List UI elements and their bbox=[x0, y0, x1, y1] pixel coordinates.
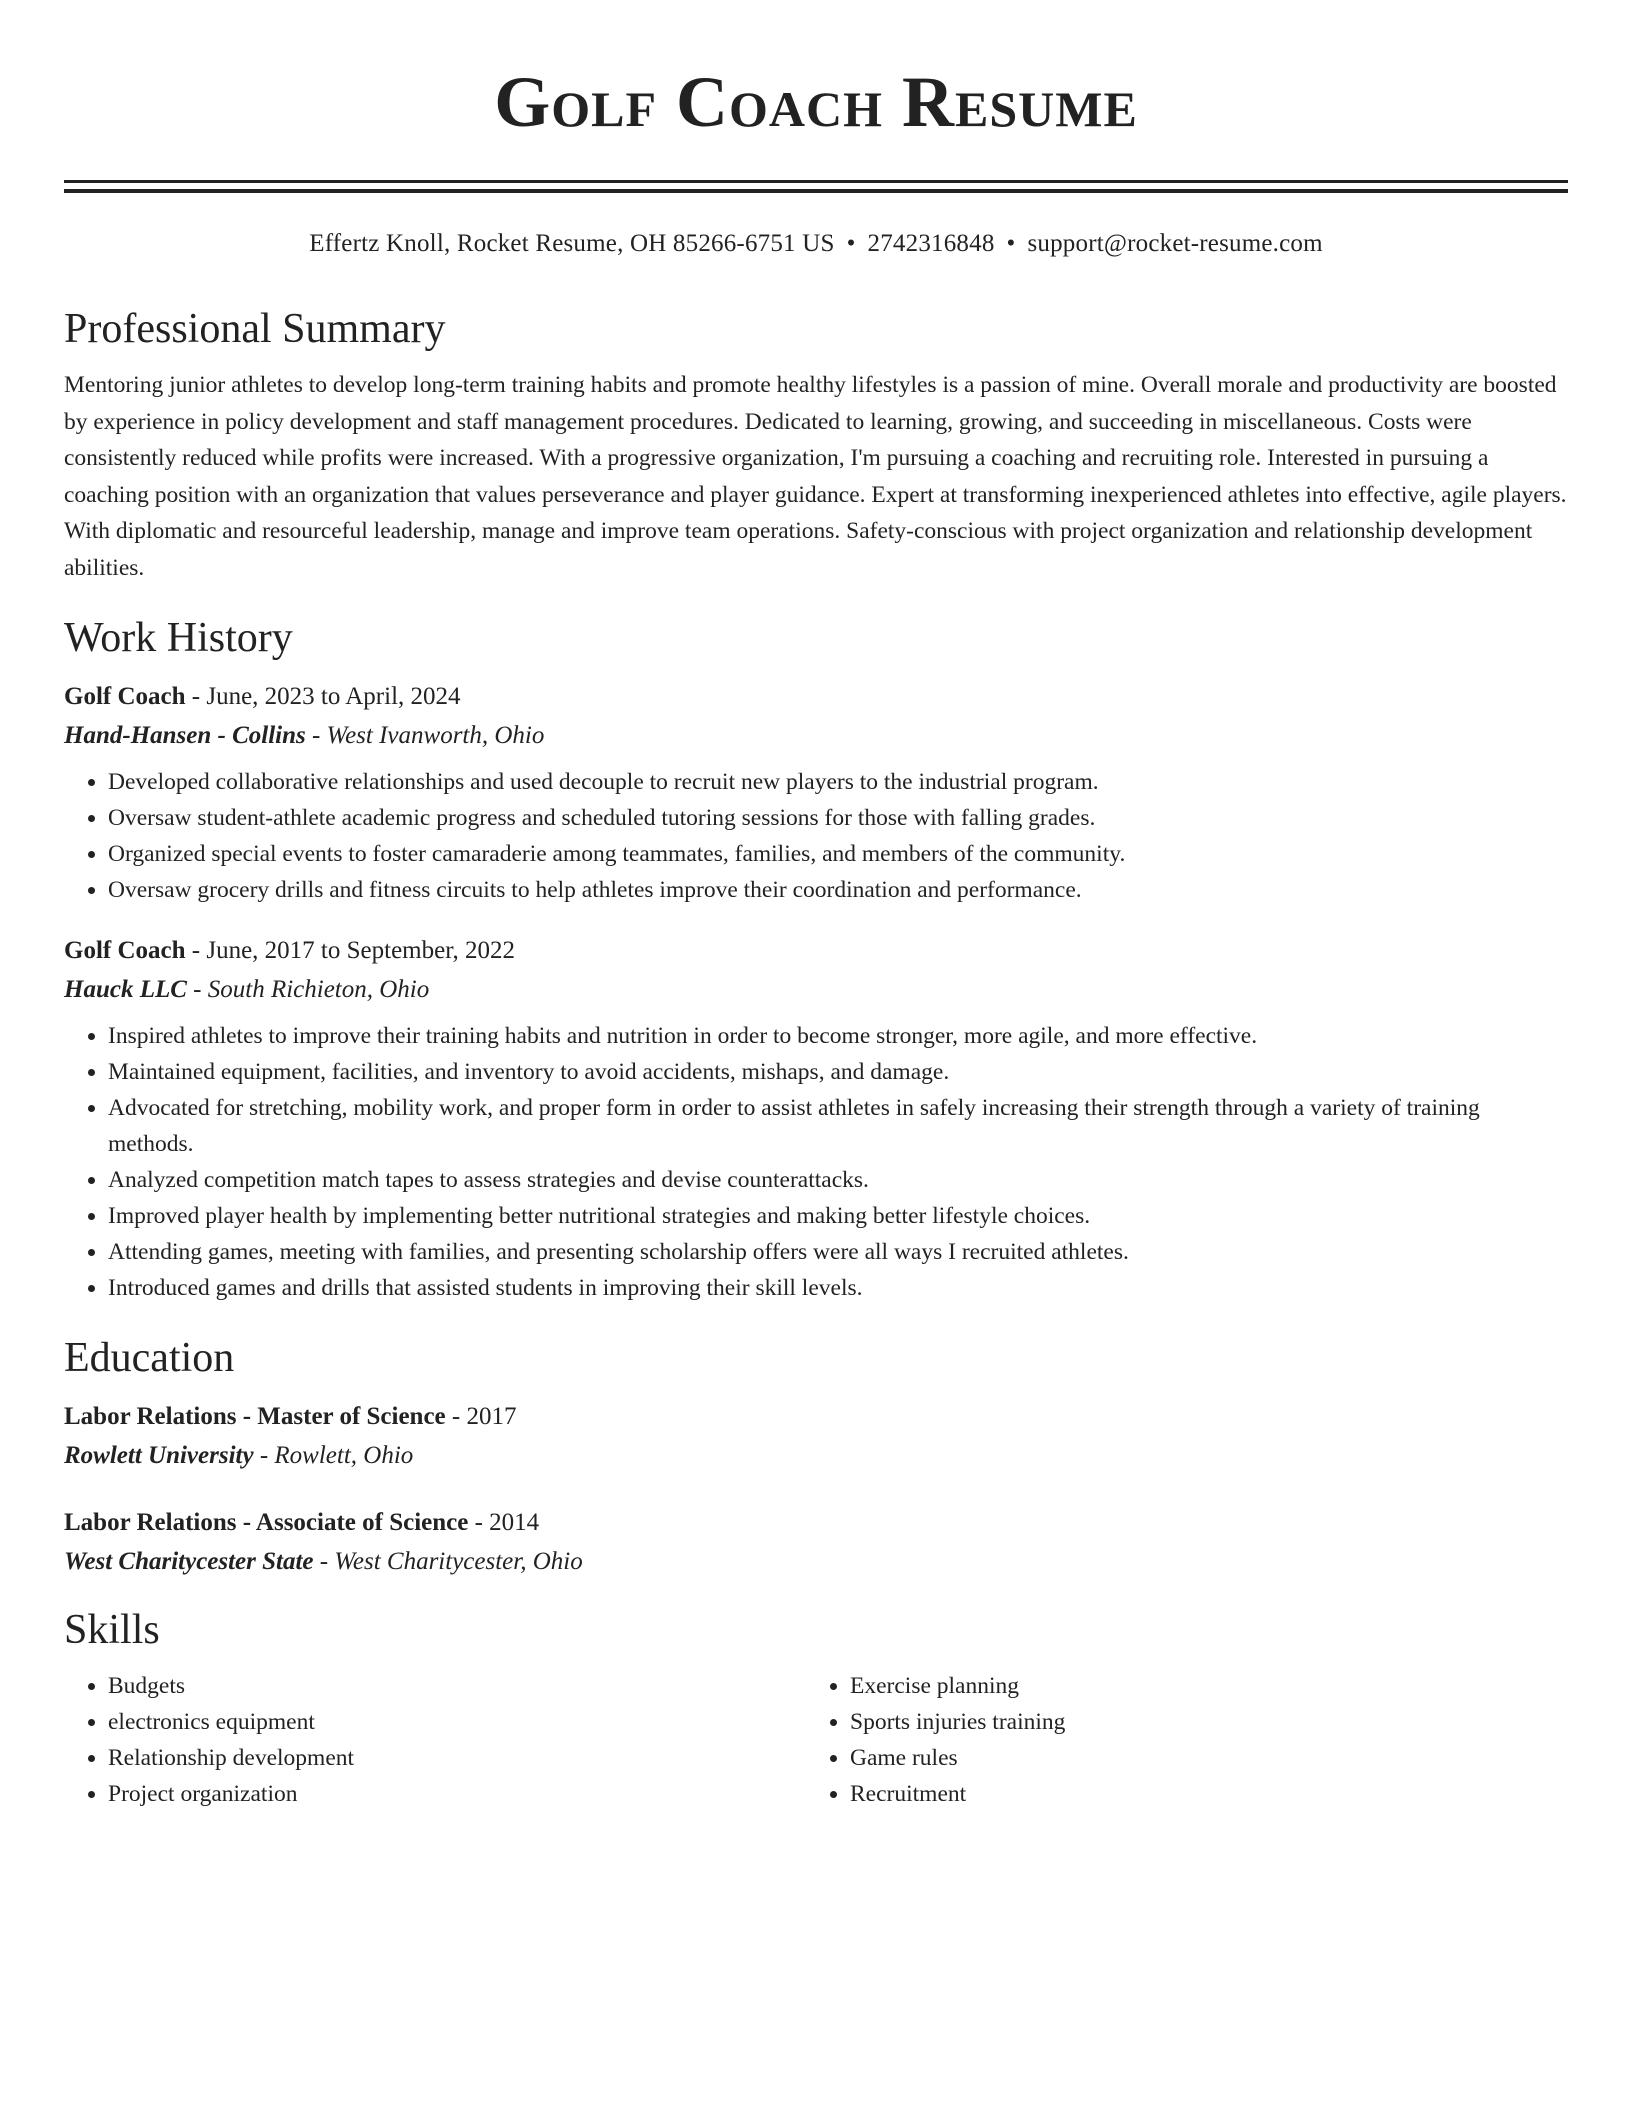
job-location: - West Ivanworth, Ohio bbox=[305, 722, 545, 749]
education-location: - West Charitycester, Ohio bbox=[313, 1548, 583, 1575]
education-heading: Education bbox=[64, 1335, 235, 1381]
skill-item: • Sports injuries training bbox=[850, 1704, 1548, 1740]
resume-title: Golf Coach Resume bbox=[494, 62, 1138, 142]
education-location: - Rowlett, Ohio bbox=[253, 1442, 414, 1469]
job-company: Hand-Hansen - Collins bbox=[64, 722, 306, 749]
education-year: - 2014 bbox=[468, 1509, 540, 1536]
job-entry bbox=[64, 932, 1568, 1306]
education-entry bbox=[64, 1398, 1568, 1476]
skill-item: • Project organization bbox=[108, 1776, 806, 1812]
education-school-line bbox=[64, 1436, 1568, 1476]
contact-separator: • bbox=[846, 230, 856, 257]
skills-list-right bbox=[806, 1668, 1548, 1812]
skill-item: • electronics equipment bbox=[108, 1704, 806, 1740]
job-header bbox=[64, 932, 1568, 970]
skill-item: • Budgets bbox=[108, 1668, 806, 1704]
education-degree: Labor Relations - Associate of Science bbox=[64, 1509, 469, 1536]
job-location: - South Richieton, Ohio bbox=[186, 976, 430, 1003]
skill-item: • Exercise planning bbox=[850, 1668, 1548, 1704]
summary-text: Mentoring junior athletes to develop long-term training habits and promote healthy lifestyles is a passion of mine. Overall morale and productivity are boosted by experience in policy development and staff management procedures. Dedicated to learning, growing, and succeeding in miscellaneous. Costs were consistently reduced while profits were increased. With a progressive organization, I'm pursuing a coaching and recruiting role. Interested in pursuing a coaching position with an organization that values perseverance and player guidance. Expert at transforming inexperienced athletes into effective, agile players. With diplomatic and resourceful leadership, manage and improve team operations. Safety-conscious with project organization and relationship development abilities. bbox=[64, 372, 1567, 581]
education-header bbox=[64, 1398, 1568, 1436]
job-duties-list bbox=[64, 1018, 1568, 1306]
skills-heading: Skills bbox=[64, 1607, 160, 1653]
education-school: Rowlett University bbox=[64, 1442, 254, 1469]
job-header bbox=[64, 678, 1568, 716]
job-duty: • Developed collaborative relationships and used decouple to recruit new players to the industrial program. bbox=[108, 764, 1568, 800]
skills-list-left bbox=[64, 1668, 806, 1812]
job-company-line bbox=[64, 716, 1568, 756]
education-header bbox=[64, 1504, 1568, 1542]
job-duty: • Introduced games and drills that assisted students in improving their skill levels. bbox=[108, 1270, 1568, 1306]
job-dates: - June, 2017 to September, 2022 bbox=[185, 937, 516, 964]
contact-email: support@rocket-resume.com bbox=[1027, 230, 1323, 257]
job-duty: • Analyzed competition match tapes to assess strategies and devise counterattacks. bbox=[108, 1162, 1568, 1198]
education-entry bbox=[64, 1504, 1568, 1582]
job-duty: • Oversaw student-athlete academic progress and scheduled tutoring sessions for those with falling grades. bbox=[108, 800, 1568, 836]
skill-item: • Relationship development bbox=[108, 1740, 806, 1776]
job-role: Golf Coach bbox=[64, 937, 186, 964]
contact-line bbox=[64, 227, 1568, 261]
skill-item: • Recruitment bbox=[850, 1776, 1548, 1812]
education-school-line bbox=[64, 1542, 1568, 1582]
job-company: Hauck LLC bbox=[64, 976, 187, 1003]
skills-columns bbox=[64, 1668, 1568, 1812]
work-history-heading: Work History bbox=[64, 615, 293, 661]
job-company-line bbox=[64, 970, 1568, 1010]
summary-heading: Professional Summary bbox=[64, 306, 446, 352]
job-duty: • Maintained equipment, facilities, and inventory to avoid accidents, mishaps, and damage. bbox=[108, 1054, 1568, 1090]
skill-item: • Game rules bbox=[850, 1740, 1548, 1776]
job-duty: • Advocated for stretching, mobility work, and proper form in order to assist athletes in safely increasing their strength through a variety of training methods. bbox=[108, 1090, 1568, 1162]
job-duty: • Improved player health by implementing better nutritional strategies and making better lifestyle choices. bbox=[108, 1198, 1568, 1234]
title-divider-bottom bbox=[64, 189, 1568, 193]
job-entry bbox=[64, 678, 1568, 908]
education-year: - 2017 bbox=[445, 1403, 517, 1430]
contact-address: Effertz Knoll, Rocket Resume, OH 85266-6751 US bbox=[309, 230, 835, 257]
job-duty: • Organized special events to foster camaraderie among teammates, families, and members of the community. bbox=[108, 836, 1568, 872]
job-duty: • Inspired athletes to improve their training habits and nutrition in order to become stronger, more agile, and more effective. bbox=[108, 1018, 1568, 1054]
job-duty: • Attending games, meeting with families, and presenting scholarship offers were all ways I recruited athletes. bbox=[108, 1234, 1568, 1270]
contact-phone: 2742316848 bbox=[867, 230, 995, 257]
education-degree: Labor Relations - Master of Science bbox=[64, 1403, 446, 1430]
job-role: Golf Coach bbox=[64, 683, 186, 710]
job-duties-list bbox=[64, 764, 1568, 908]
contact-separator: • bbox=[1006, 230, 1016, 257]
title-divider-top bbox=[64, 180, 1568, 183]
job-dates: - June, 2023 to April, 2024 bbox=[185, 683, 461, 710]
education-school: West Charitycester State bbox=[64, 1548, 314, 1575]
job-duty: • Oversaw grocery drills and fitness circuits to help athletes improve their coordination and performance. bbox=[108, 872, 1568, 908]
